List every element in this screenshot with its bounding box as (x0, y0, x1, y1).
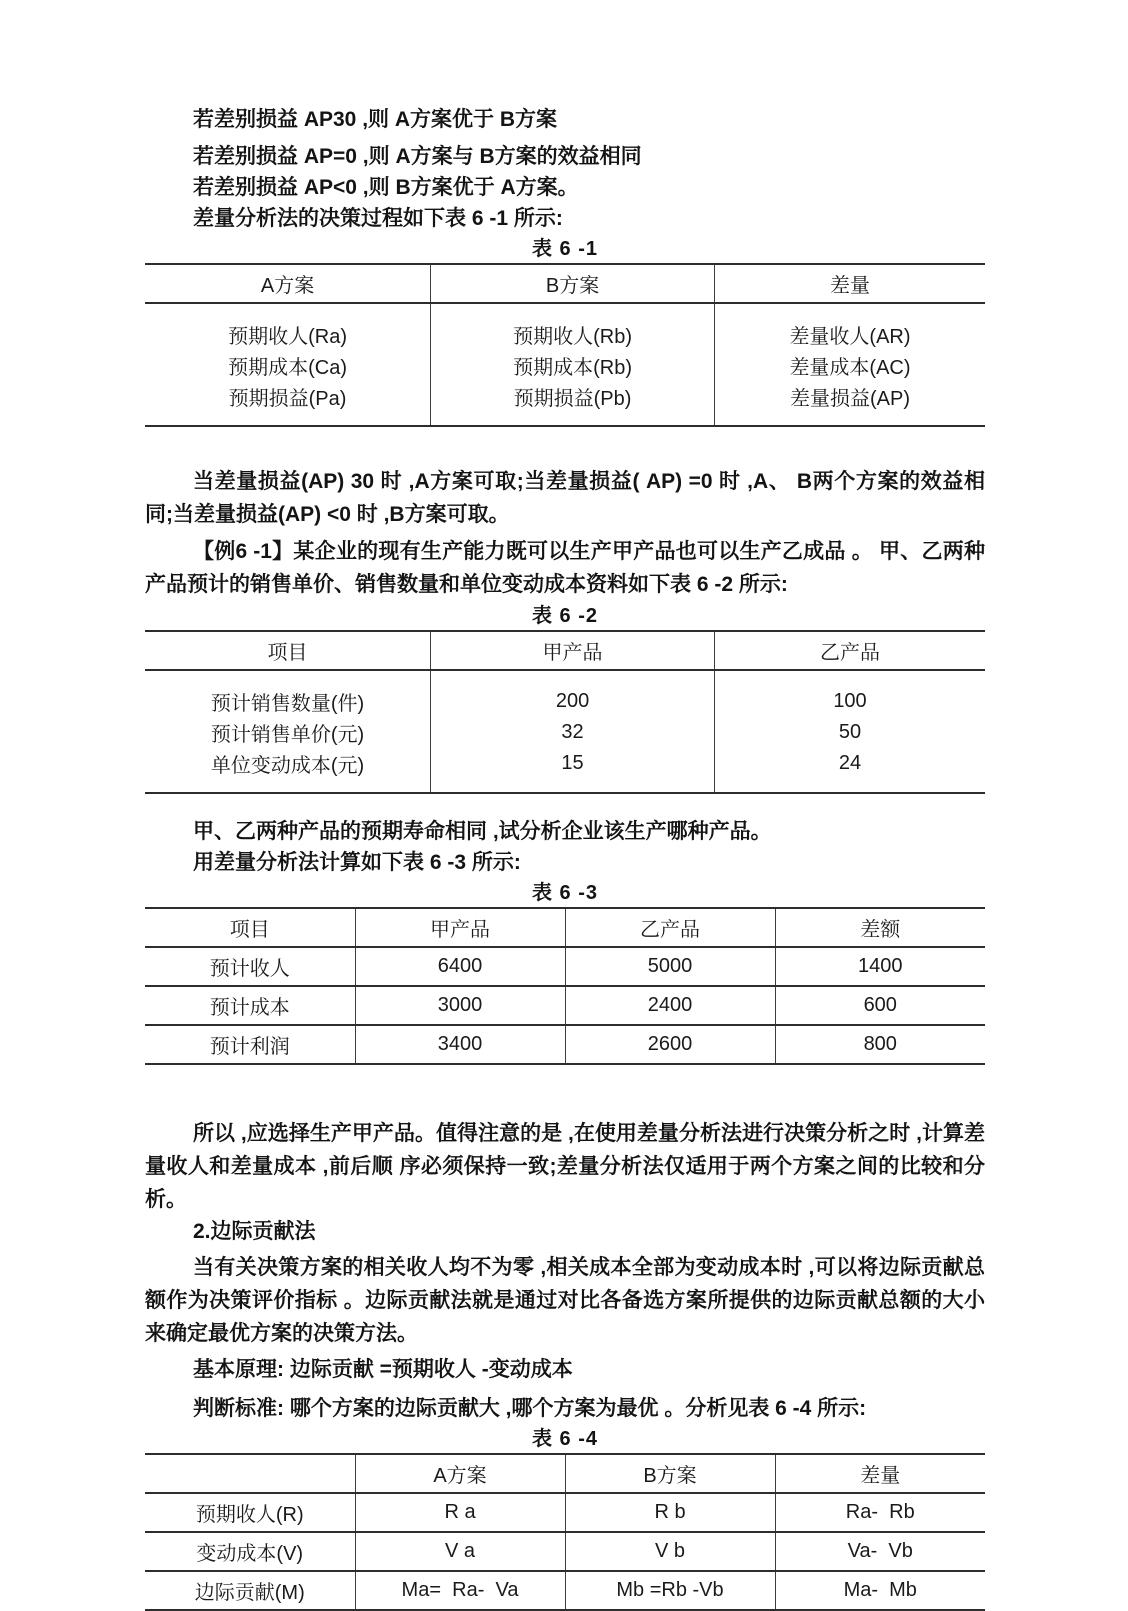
table-header-cell: 差量 (775, 1454, 985, 1493)
table-cell: 变动成本(V) (145, 1532, 355, 1571)
table-cell: 预期收人(Rb) (431, 303, 715, 350)
table-cell: 预计利润 (145, 1025, 355, 1064)
table-cell: 预期成本(Rb) (431, 350, 715, 381)
table-row (145, 1025, 985, 1064)
table-cell: R b (565, 1493, 775, 1532)
line-same-life: 甲、乙两种产品的预期寿命相同 ,试分析企业该生产哪种产品。 (193, 820, 772, 843)
table-row (145, 986, 985, 1025)
table-header-cell: A方案 (355, 1454, 565, 1493)
table-cell: 50 (715, 717, 986, 748)
table-row (145, 947, 985, 986)
intro-line-3: 若差别损益 AP<0 ,则 B方案优于 A方案。 (193, 176, 579, 199)
paragraph-example-6-1: 【例6 -1】某企业的现有生产能力既可以生产甲产品也可以生产乙成品 。 甲、乙两种产品预计的销售单价、销售数量和单位变动成本资料如下表 6 -2 所示: (145, 540, 985, 596)
table-header-cell: 甲产品 (431, 631, 715, 670)
table-header-row (145, 264, 985, 303)
table-cell: 预期成本(Ca) (228, 357, 347, 379)
table-cell: V b (565, 1532, 775, 1571)
table-row (145, 1571, 985, 1610)
table-header-cell: 甲产品 (355, 908, 565, 947)
table-cell: 预期收人(R) (145, 1493, 355, 1532)
table-cell: 预期损益(Pa) (145, 381, 431, 426)
table-cell: 2400 (565, 986, 775, 1025)
table-caption-6-3: 表 6 -3 (531, 882, 599, 904)
table-caption-6-2: 表 6 -2 (531, 605, 599, 627)
table-cell: 1400 (775, 947, 985, 986)
table-cell: R a (355, 1493, 565, 1532)
table-cell: Va- Vb (775, 1532, 985, 1571)
table-cell: 200 (431, 670, 715, 717)
table-cell: 预计销售数量(件) (210, 693, 365, 715)
table-cell: 6400 (355, 947, 565, 986)
table-cell: 32 (431, 717, 715, 748)
table-cell: V a (355, 1532, 565, 1571)
table-cell: 100 (715, 670, 986, 717)
table-cell: 600 (775, 986, 985, 1025)
table-row (145, 670, 985, 717)
paragraph-marginal-method: 当有关决策方案的相关收人均不为零 ,相关成本全部为变动成本时 ,可以将边际贡献总额作为决策评价指标 。边际贡献法就是通过对比各备选方案所提供的边际贡献总额的大小来确定最优方案的决策方法。 (145, 1256, 985, 1345)
table-cell: Ma- Mb (775, 1571, 985, 1610)
table-row (145, 1493, 985, 1532)
table-cell: 24 (715, 748, 986, 793)
table-cell: Mb =Rb -Vb (565, 1571, 775, 1610)
intro-line-2: 若差别损益 AP=0 ,则 A方案与 B方案的效益相同 (193, 145, 642, 168)
table-caption-6-1: 表 6 -1 (531, 238, 599, 260)
table-row (145, 381, 985, 426)
paragraph-conclusion: 所以 ,应选择生产甲产品。值得注意的是 ,在使用差量分析法进行决策分析之时 ,计算差量收人和差量成本 ,前后顺 序必须保持一致;差量分析法仅适用于两个方案之间的比较和分析。 (145, 1122, 985, 1211)
table-header-row (145, 631, 985, 670)
table-header-cell: 项目 (145, 908, 355, 947)
table-cell: 差量损益(AP) (715, 381, 986, 426)
table-cell: 3400 (355, 1025, 565, 1064)
table-cell: 2600 (565, 1025, 775, 1064)
table-header-cell: 差量 (715, 264, 986, 303)
table-cell: 差量成本(AC) (715, 350, 986, 381)
table-header-cell: B方案 (565, 1454, 775, 1493)
table-6-4 (145, 1453, 985, 1611)
table-cell: 差量收人(AR) (715, 303, 986, 350)
table-row (145, 748, 985, 793)
table-header-row (145, 1454, 985, 1493)
table-header-cell (145, 1454, 355, 1493)
table-cell: 预计成本 (145, 986, 355, 1025)
line-use-method: 用差量分析法计算如下表 6 -3 所示: (193, 851, 521, 874)
table-cell: 15 (431, 748, 715, 793)
heading-marginal-contribution: 2.边际贡献法 (193, 1220, 316, 1243)
table-cell: 预期损益(Pb) (431, 381, 715, 426)
table-row (145, 303, 985, 350)
table-header-cell: A方案 (145, 264, 431, 303)
table-header-row (145, 908, 985, 947)
table-cell: 边际贡献(M) (145, 1571, 355, 1610)
table-cell: 3000 (355, 986, 565, 1025)
table-cell: Ra- Rb (775, 1493, 985, 1532)
table-cell: Ma= Ra- Va (355, 1571, 565, 1610)
intro-line-4: 差量分析法的决策过程如下表 6 -1 所示: (193, 207, 563, 230)
table-row (145, 717, 985, 748)
table-cell: 5000 (565, 947, 775, 986)
table-row (145, 1532, 985, 1571)
table-cell: 预期收人(Ra) (228, 326, 347, 348)
table-6-1 (145, 263, 985, 427)
table-6-3 (145, 907, 985, 1065)
table-header-cell: B方案 (431, 264, 715, 303)
table-header-cell: 乙产品 (565, 908, 775, 947)
table-caption-6-4: 表 6 -4 (531, 1428, 599, 1450)
paragraph-ap-rule: 当差量损益(AP) 30 时 ,A方案可取;当差量损益( AP) =0 时 ,A、 B两个方案的效益相同;当差量损益(AP) <0 时 ,B方案可取。 (145, 470, 985, 526)
table-row (145, 350, 985, 381)
table-header-cell: 项目 (145, 631, 431, 670)
intro-line-1: 若差别损益 AP30 ,则 A方案优于 B方案 (193, 108, 558, 131)
table-header-cell: 乙产品 (715, 631, 986, 670)
table-cell: 预计收人 (145, 947, 355, 986)
table-6-2 (145, 630, 985, 794)
table-cell: 单位变动成本(元) (145, 748, 431, 793)
table-header-cell: 差额 (775, 908, 985, 947)
line-criterion: 判断标准: 哪个方案的边际贡献大 ,哪个方案为最优 。分析见表 6 -4 所示: (193, 1397, 867, 1420)
table-cell: 预计销售单价(元) (210, 724, 365, 746)
table-cell: 800 (775, 1025, 985, 1064)
line-principle: 基本原理: 边际贡献 =预期收人 -变动成本 (193, 1358, 573, 1381)
